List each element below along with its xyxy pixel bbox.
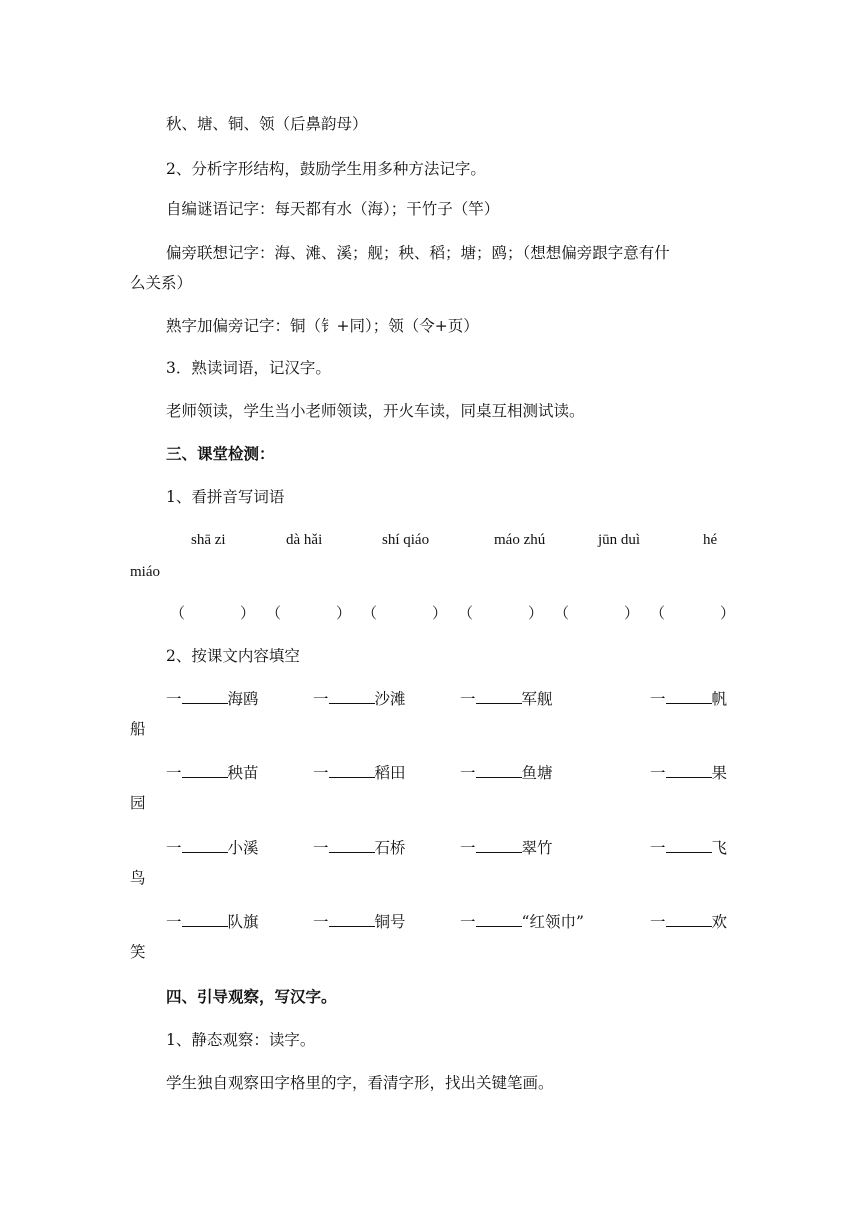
paren-open: （: [458, 604, 474, 622]
paren-open: （: [554, 604, 570, 622]
fill-item: 一 小溪: [166, 839, 259, 857]
fill-item-wrap: 笑: [130, 943, 146, 961]
paragraph-step-2: 2、分析字形结构，鼓励学生用多种方法记字。: [166, 160, 486, 178]
paren-close: ）: [720, 604, 736, 622]
fill-item: 一 秧苗: [166, 764, 259, 782]
fill-item-wrap: 园: [130, 794, 146, 812]
fill-item: 一 队旗: [166, 913, 259, 931]
blank-line[interactable]: [182, 763, 228, 778]
pinyin-item: shā zi: [191, 532, 226, 548]
blank-line[interactable]: [666, 763, 712, 778]
paren-close: ）: [528, 604, 544, 622]
blank-line[interactable]: [182, 689, 228, 704]
paren-open: （: [650, 604, 666, 622]
paren-close: ）: [624, 604, 640, 622]
fill-item: 一 飞: [650, 839, 728, 857]
blank-line[interactable]: [476, 912, 522, 927]
blank-line[interactable]: [329, 838, 375, 853]
paren-open: （: [266, 604, 282, 622]
blank-line[interactable]: [329, 689, 375, 704]
fill-item: 一 果: [650, 764, 728, 782]
fill-item: 一 军舰: [460, 690, 553, 708]
question-1-title: 1、看拼音写词语: [166, 488, 285, 506]
paren-close: ）: [336, 604, 352, 622]
fill-item: 一 石桥: [313, 839, 406, 857]
pinyin-item: jūn duì: [598, 532, 641, 548]
blank-line[interactable]: [182, 838, 228, 853]
fill-item: 一 鱼塘: [460, 764, 553, 782]
pinyin-item: hé: [703, 532, 718, 548]
section-heading-3: 三、课堂检测：: [166, 444, 275, 463]
pinyin-item: dà hǎi: [286, 532, 323, 548]
blank-line[interactable]: [182, 912, 228, 927]
paren-open: （: [362, 604, 378, 622]
fill-item-wrap: 船: [130, 720, 146, 738]
fill-item: 一 稻田: [313, 764, 406, 782]
observation-step-1: 1、静态观察：读字。: [166, 1031, 316, 1049]
blank-line[interactable]: [329, 763, 375, 778]
paragraph-riddle-method: 自编谜语记字：每天都有水（海）；干竹子（竿）: [166, 200, 500, 218]
fill-item: 一 “红领巾”: [460, 913, 584, 931]
fill-item: 一 海鸥: [166, 690, 259, 708]
pinyin-item: shí qiáo: [382, 532, 430, 548]
blank-line[interactable]: [476, 689, 522, 704]
paragraph-radical-method-cont: 么关系）: [130, 274, 193, 292]
paragraph-rhyme-note: 秋、塘、铜、领（后鼻韵母）: [166, 115, 368, 133]
paragraph-radical-method: 偏旁联想记字：海、滩、溪；舰；秧、稻；塘；鸥；（想想偏旁跟字意有什: [166, 244, 670, 262]
fill-item: 一 沙滩: [313, 690, 406, 708]
blank-line[interactable]: [666, 838, 712, 853]
paragraph-step-3: 3．熟读词语，记汉字。: [166, 359, 331, 377]
paragraph-reading-practice: 老师领读，学生当小老师领读，开火车读，同桌互相测试读。: [166, 402, 585, 420]
paren-close: ）: [432, 604, 448, 622]
paren-close: ）: [240, 604, 256, 622]
observation-instruction: 学生独自观察田字格里的字，看清字形，找出关键笔画。: [166, 1074, 554, 1092]
blank-line[interactable]: [329, 912, 375, 927]
fill-item: 一 翠竹: [460, 839, 553, 857]
pinyin-item: máo zhú: [494, 532, 546, 548]
blank-line[interactable]: [476, 763, 522, 778]
fill-item: 一 铜号: [313, 913, 406, 931]
blank-line[interactable]: [666, 689, 712, 704]
paragraph-familiar-char-method: 熟字加偏旁记字：铜（钅+同）；领（令+页）: [166, 317, 479, 335]
paren-open: （: [170, 604, 186, 622]
fill-item: 一 欢: [650, 913, 728, 931]
fill-item-wrap: 鸟: [130, 869, 146, 887]
blank-line[interactable]: [666, 912, 712, 927]
section-heading-4: 四、引导观察，写汉字。: [166, 987, 337, 1006]
pinyin-item: miáo: [130, 564, 160, 580]
question-2-title: 2、按课文内容填空: [166, 647, 300, 665]
blank-line[interactable]: [476, 838, 522, 853]
fill-item: 一 帆: [650, 690, 728, 708]
